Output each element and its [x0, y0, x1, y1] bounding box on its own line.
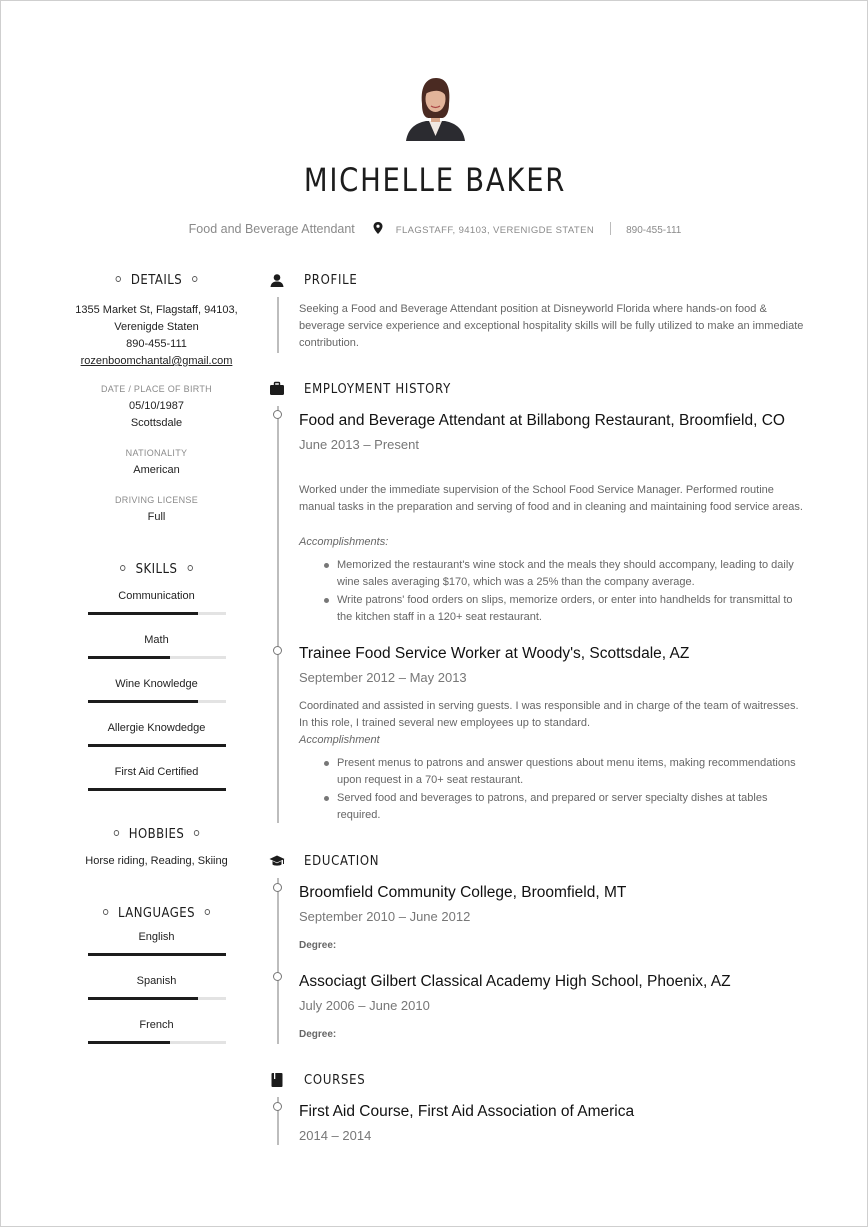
language-level-bar [88, 953, 226, 956]
birth-label: DATE / PLACE OF BIRTH [101, 384, 212, 394]
course-dates: 2014 – 2014 [299, 1128, 372, 1143]
skill-name: Math [144, 634, 169, 646]
location-pin-icon [372, 221, 384, 235]
skill-item [71, 632, 242, 659]
job-title: Trainee Food Service Worker at Woody's, Scottsdale, AZ [299, 645, 690, 662]
skill-item [71, 764, 242, 791]
timeline-line [277, 878, 279, 1044]
circle-icon [103, 909, 108, 915]
skills-list [71, 588, 242, 791]
profile-heading: PROFILE [304, 273, 358, 288]
graduation-cap-icon [269, 853, 285, 869]
school-title: Broomfield Community College, Broomfield, MT [299, 884, 627, 901]
timeline-node [273, 883, 282, 892]
profile-text: Seeking a Food and Beverage Attendant position at Disneyworld Florida where hands-on food & beverage service experience and exceptional hospitality skills will be fully utilized to make an immediate contribution. [299, 303, 804, 349]
skill-level-fill [88, 788, 226, 791]
header-phone: 890-455-111 [626, 225, 682, 236]
circle-icon [187, 565, 192, 571]
job-title: Food and Beverage Attendant at Billabong Restaurant, Broomfield, CO [299, 412, 785, 429]
header-subline [1, 221, 868, 236]
circle-icon [116, 276, 121, 282]
job-dates: September 2012 – May 2013 [299, 670, 467, 685]
accomplishments-list [299, 557, 804, 627]
education-heading: EDUCATION [304, 854, 380, 869]
divider [610, 222, 611, 235]
hobbies-text: Horse riding, Reading, Skiing [85, 855, 228, 867]
school-dates: July 2006 – June 2010 [299, 998, 430, 1013]
language-name: Spanish [136, 975, 177, 987]
skill-name: Communication [118, 590, 195, 602]
skill-level-bar [88, 788, 226, 791]
skill-level-bar [88, 700, 226, 703]
skill-item [71, 588, 242, 615]
school-title: Associagt Gilbert Classical Academy High School, Phoenix, AZ [299, 973, 731, 990]
candidate-name: MICHELLE BAKER [303, 161, 567, 199]
timeline-node [273, 646, 282, 655]
briefcase-icon [269, 381, 285, 397]
language-name: English [138, 931, 175, 943]
languages-list [71, 929, 242, 1044]
skill-level-bar [88, 744, 226, 747]
skill-level-fill [88, 656, 171, 659]
skill-name: Allergie Knowdedge [107, 722, 206, 734]
language-name: French [139, 1019, 174, 1031]
skill-item [71, 720, 242, 747]
skills-heading: SKILLS [80, 560, 234, 580]
skill-level-fill [88, 744, 226, 747]
details-phone: 890-455-111 [126, 338, 187, 350]
languages-heading: LANGUAGES [80, 904, 234, 924]
timeline-node [273, 972, 282, 981]
person-icon [269, 273, 285, 289]
skill-item [71, 676, 242, 703]
skill-level-fill [88, 700, 198, 703]
nationality-label: NATIONALITY [125, 448, 188, 458]
profile-photo [402, 74, 469, 141]
language-item [71, 973, 242, 1000]
degree-label: Degree: [299, 1029, 337, 1040]
details-heading: DETAILS [80, 271, 234, 291]
job-description: Coordinated and assisted in serving guests. I was responsible and in charge of the team of waitresses. In this role, I trained several new employees up to standard. [299, 700, 799, 729]
circle-icon [192, 276, 197, 282]
job-description: Worked under the immediate supervision of the School Food Service Manager. Performed routine manual tasks in the preparation and serving of food and in cleaning and maintaining food service areas. [299, 484, 803, 513]
circle-icon [194, 830, 199, 836]
timeline-line [277, 297, 279, 353]
course-title: First Aid Course, First Aid Association of America [299, 1103, 635, 1120]
skill-level-bar [88, 612, 226, 615]
language-level-bar [88, 1041, 226, 1044]
language-item [71, 929, 242, 956]
birth-date: 05/10/1987 [128, 400, 185, 412]
book-icon [269, 1072, 285, 1088]
accomplishments-label: Accomplishment [299, 734, 380, 746]
skill-level-fill [88, 612, 198, 615]
list-item: Memorized the restaurant's wine stock and the meals they should accompany, leading to daily wine sales averaging $170, which was a 25% than the company average. [299, 557, 804, 591]
accomplishments-label: Accomplishments: [299, 536, 389, 548]
skill-name: First Aid Certified [114, 766, 199, 778]
nationality-value: American [133, 464, 180, 476]
address-line: 1355 Market St, Flagstaff, 94103, [75, 304, 238, 316]
language-level-bar [88, 997, 226, 1000]
timeline-node [273, 1102, 282, 1111]
circle-icon [113, 830, 118, 836]
circle-icon [205, 909, 210, 915]
circle-icon [120, 565, 125, 571]
language-level-fill [88, 997, 198, 1000]
birth-place: Scottsdale [130, 417, 183, 429]
license-label: DRIVING LICENSE [114, 495, 199, 505]
left-column [71, 271, 242, 1044]
language-item [71, 1017, 242, 1044]
timeline-line [277, 406, 279, 823]
list-item: Write patrons' food orders on slips, memorize orders, or enter into handhelds for transmittal to the kitchen staff in a 120+ seat restaurant. [299, 592, 804, 626]
hobbies-heading: HOBBIES [80, 825, 234, 845]
skill-name: Wine Knowledge [115, 678, 198, 690]
skill-level-bar [88, 656, 226, 659]
header-location: FLAGSTAFF, 94103, VERENIGDE STATEN [395, 225, 595, 236]
license-value: Full [147, 511, 166, 523]
email-link[interactable]: rozenboomchantal@gmail.com [80, 355, 233, 367]
list-item: Present menus to patrons and answer questions about menu items, making recommendations upon request in a 70+ seat restaurant. [299, 755, 804, 789]
job-dates: June 2013 – Present [299, 437, 419, 452]
language-level-fill [88, 1041, 171, 1044]
accomplishments-list [299, 755, 804, 825]
courses-heading: COURSES [304, 1073, 366, 1088]
list-item: Served food and beverages to patrons, and prepared or server specialty dishes at tables required. [299, 790, 804, 824]
job-title: Food and Beverage Attendant [188, 222, 355, 236]
address-line: Verenigde Staten [114, 321, 199, 333]
language-level-fill [88, 953, 226, 956]
employment-heading: EMPLOYMENT HISTORY [304, 382, 451, 397]
school-dates: September 2010 – June 2012 [299, 909, 471, 924]
timeline-node [273, 410, 282, 419]
degree-label: Degree: [299, 940, 337, 951]
